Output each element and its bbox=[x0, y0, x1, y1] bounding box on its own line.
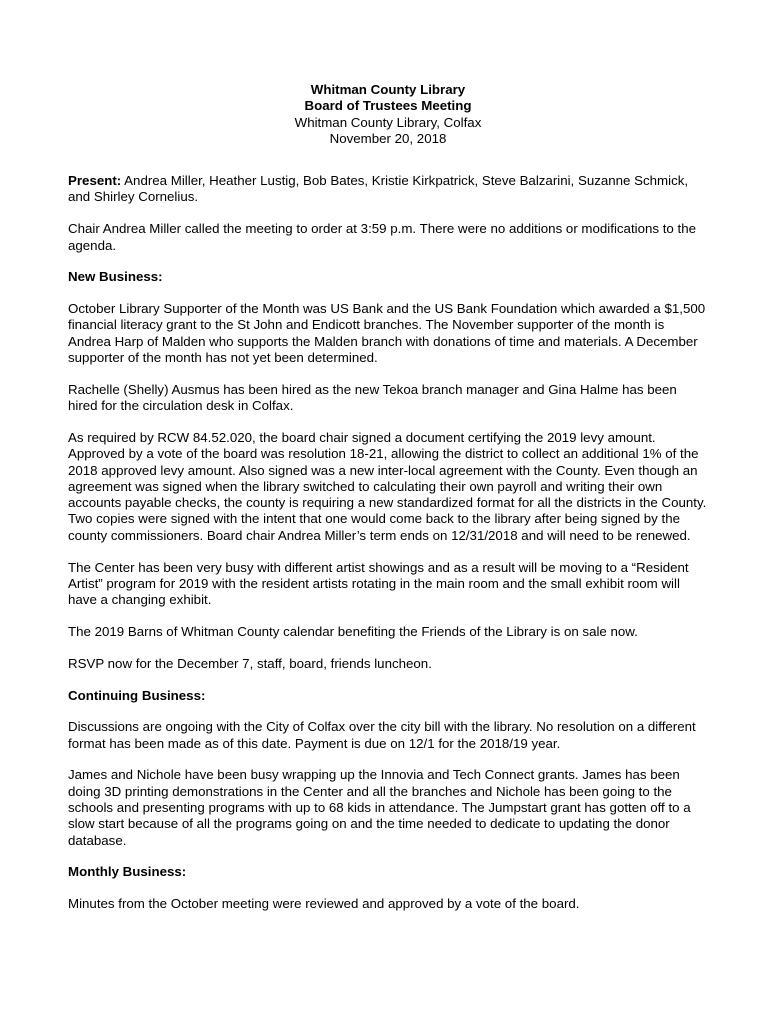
meeting-location: Whitman County Library, Colfax bbox=[294, 114, 482, 130]
new-business-paragraph: Rachelle (Shelly) Ausmus has been hired as the new Tekoa branch manager and Gina Halme has been hired for the circulation desk in Colfax. bbox=[68, 381, 677, 414]
new-business-paragraph: The 2019 Barns of Whitman County calendar benefiting the Friends of the Library is on sale now. bbox=[68, 623, 638, 639]
continuing-business-paragraph: Discussions are ongoing with the City of Colfax over the city bill with the library. No resolution on a different format has been made as of this date. Payment is due on 12/1 for the 2018/19 year. bbox=[68, 719, 696, 751]
org-name: Whitman County Library bbox=[310, 82, 466, 97]
new-business-heading: New Business: bbox=[68, 269, 163, 285]
continuing-business-paragraph: James and Nichole have been busy wrapping up the Innovia and Tech Connect grants. James has been doing 3D printing demonstrations in the Center and all the branches and Nichole has been going to the schools and presenting programs with up to 68 kids in attendance. The Jumpstart grant has gotten off to a slow start because of all the programs going on and the time needed to dedicate to updating the donor database. bbox=[68, 767, 691, 848]
document-page bbox=[68, 82, 708, 928]
document-header bbox=[68, 82, 708, 147]
new-business-paragraph: RSVP now for the December 7, staff, board, friends luncheon. bbox=[68, 655, 432, 671]
meeting-date: November 20, 2018 bbox=[329, 130, 447, 146]
new-business-paragraph: October Library Supporter of the Month was US Bank and the US Bank Foundation which awarded a $1,500 financial literacy grant to the St John and Endicott branches. The November supporter of the month is Andrea Harp of Malden who supports the Malden branch with donations of time and materials. A December supporter of the month has not yet been determined. bbox=[68, 301, 706, 366]
call-to-order-paragraph: Chair Andrea Miller called the meeting to order at 3:59 p.m. There were no additions or modifications to the agenda. bbox=[68, 221, 696, 253]
present-paragraph bbox=[68, 173, 708, 206]
monthly-business-heading: Monthly Business: bbox=[68, 864, 187, 880]
continuing-business-heading: Continuing Business: bbox=[68, 687, 206, 703]
present-names: Andrea Miller, Heather Lustig, Bob Bates, Kristie Kirkpatrick, Steve Balzarini, Suzanne Schmick, and Shirley Cornelius. bbox=[68, 173, 689, 205]
present-label: Present: bbox=[68, 173, 122, 189]
meeting-title: Board of Trustees Meeting bbox=[304, 98, 472, 114]
monthly-business-paragraph: Minutes from the October meeting were reviewed and approved by a vote of the board. bbox=[68, 896, 580, 912]
new-business-paragraph: The Center has been very busy with different artist showings and as a result will be moving to a “Resident Artist” program for 2019 with the resident artists rotating in the main room and the small exhibit room will have a changing exhibit. bbox=[68, 559, 689, 608]
new-business-paragraph: As required by RCW 84.52.020, the board chair signed a document certifying the 2019 levy amount. Approved by a vote of the board was resolution 18-21, allowing the district to collect an additional 1% of the 2018 approved levy amount. Also signed was a new inter-local agreement with the County. Even though an agreement was signed when the library switched to calculating their own payroll and writing their own accounts payable checks, the county is requiring a new standardized format for all the districts in the County. Two copies were signed with the intent that one would come back to the library after being signed by the county commissioners. Board chair Andrea Miller’s term ends on 12/31/2018 and will need to be renewed. bbox=[68, 429, 707, 543]
